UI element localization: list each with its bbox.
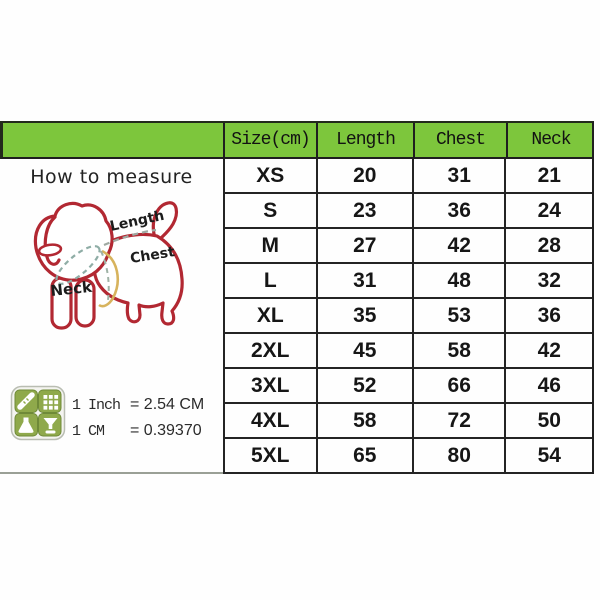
unit-conversions [72, 392, 204, 444]
cell-length: 45 [316, 334, 412, 367]
cell-size: XL [223, 299, 316, 332]
length-label: Length [108, 207, 166, 235]
cell-length: 52 [316, 369, 412, 402]
cell-chest: 53 [412, 299, 505, 332]
conversion-inch-cm [72, 392, 204, 418]
neck-label: Neck [49, 277, 93, 300]
cell-chest: 48 [412, 264, 505, 297]
table-header-cells [223, 123, 594, 157]
table-row-s [223, 194, 592, 229]
cell-size: XS [223, 159, 316, 192]
cell-size: 3XL [223, 369, 316, 402]
conversion-label: 1 CM [72, 422, 105, 440]
cell-neck: 54 [504, 439, 592, 472]
table-row-4xl [223, 404, 592, 439]
cell-chest: 80 [412, 439, 505, 472]
table-row-m [223, 229, 592, 264]
table-header-bar [0, 121, 594, 159]
table-row-xs [223, 159, 592, 194]
table-row-xl [223, 299, 592, 334]
size-table [223, 159, 594, 474]
conversion-value: = 2.54 CM [130, 396, 205, 413]
header-neck: Neck [506, 123, 594, 157]
cell-chest: 72 [412, 404, 505, 437]
cell-chest: 36 [412, 194, 505, 227]
cell-neck: 24 [504, 194, 592, 227]
cell-neck: 21 [504, 159, 592, 192]
measuring-tools-icon [10, 385, 66, 441]
cell-length: 58 [316, 404, 412, 437]
cell-size: S [223, 194, 316, 227]
cell-chest: 58 [412, 334, 505, 367]
cell-length: 31 [316, 264, 412, 297]
cell-chest: 31 [412, 159, 505, 192]
cell-length: 65 [316, 439, 412, 472]
dog-head [35, 203, 112, 280]
conversion-label: 1 Inch [72, 396, 121, 414]
cell-neck: 42 [504, 334, 592, 367]
table-row-2xl [223, 334, 592, 369]
table-row-5xl [223, 439, 592, 474]
chest-label: Chest [129, 244, 176, 267]
dog-measure-diagram [5, 190, 217, 334]
header-length: Length [316, 123, 413, 157]
cell-neck: 50 [504, 404, 592, 437]
measure-panel [0, 159, 223, 474]
cell-size: M [223, 229, 316, 262]
conversion-value: = 0.39370 [130, 422, 202, 439]
cell-length: 23 [316, 194, 412, 227]
cell-neck: 46 [504, 369, 592, 402]
table-row-l [223, 264, 592, 299]
header-chest: Chest [413, 123, 506, 157]
cell-size: L [223, 264, 316, 297]
conversion-cm-inch [72, 418, 204, 444]
cell-chest: 66 [412, 369, 505, 402]
cell-length: 27 [316, 229, 412, 262]
grid-icon [44, 395, 59, 410]
cell-neck: 28 [504, 229, 592, 262]
cell-chest: 42 [412, 229, 505, 262]
cell-size: 5XL [223, 439, 316, 472]
cell-size: 2XL [223, 334, 316, 367]
cell-length: 20 [316, 159, 412, 192]
cell-size: 4XL [223, 404, 316, 437]
cell-neck: 36 [504, 299, 592, 332]
cell-length: 35 [316, 299, 412, 332]
cell-neck: 32 [504, 264, 592, 297]
header-size: Size(cm) [223, 123, 316, 157]
table-row-3xl [223, 369, 592, 404]
measure-panel-title: How to measure [30, 166, 193, 188]
